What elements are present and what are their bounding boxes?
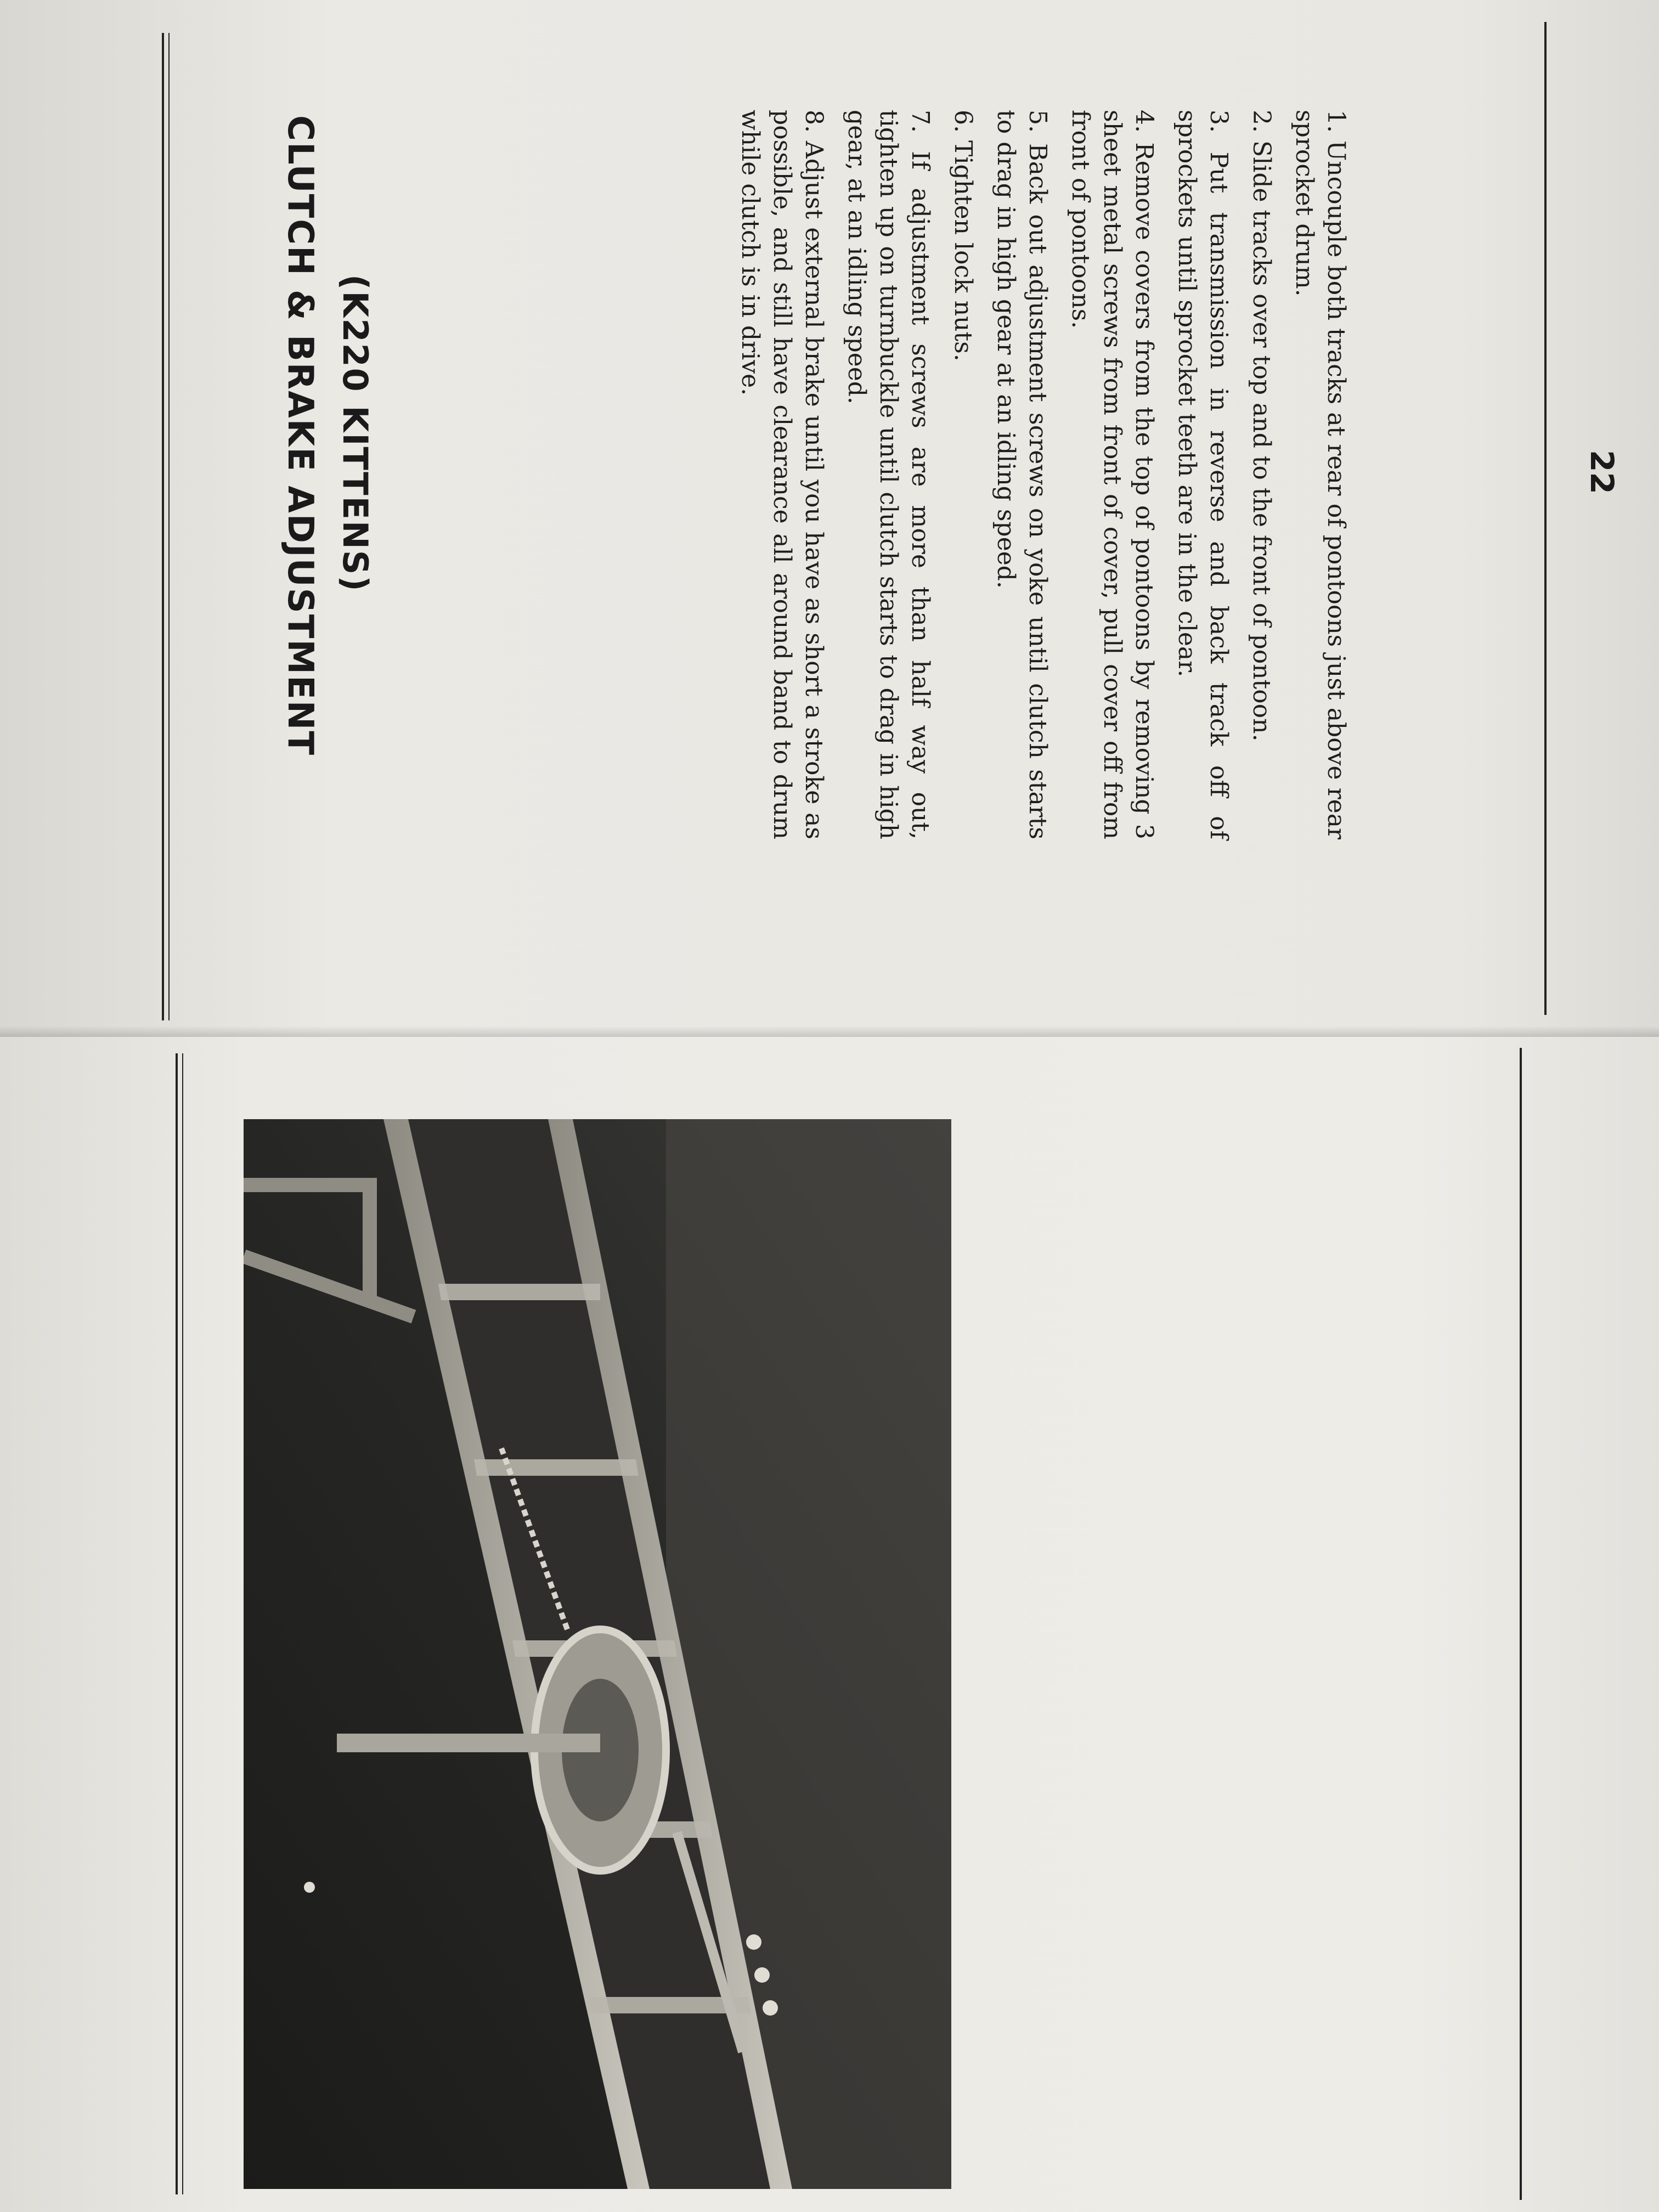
step-1: 1. Uncouple both tracks at rear of pontoons just above rear sprocket drum. (1290, 110, 1350, 839)
pontoon-photo-illustration (244, 1119, 951, 2189)
bottom-rule (1544, 22, 1547, 1015)
steps-list-left (441, 110, 1352, 839)
step-7: 7. If adjustment screws are more than half way out, tighten up on turnbuckle until clutch starts to drag in high gear, at an idling speed. (843, 110, 934, 839)
step-2: 2. Slide tracks over top and to the front of pontoon. (1248, 110, 1276, 742)
top-rule-thin (182, 1053, 183, 2194)
top-rule-thin (168, 33, 170, 1020)
pontoon-photo (244, 1119, 951, 2189)
page-number-22: 22 (1583, 450, 1621, 494)
step-8: 8. Adjust external brake until you have as short a stroke as possible, and still have clearance all around band to drum while clutch is in drive. (736, 110, 828, 839)
section-subtitle: (K220 KITTENS) (335, 274, 375, 592)
bottom-rule (1520, 1048, 1522, 2200)
step-3: 3. Put transmission in reverse and back track off of sprockets until sprocket teeth are in the clear. (1173, 110, 1233, 839)
section-title: CLUTCH & BRAKE ADJUSTMENT (280, 115, 320, 756)
page-22 (0, 0, 1659, 1037)
step-6: 6. Tighten lock nuts. (949, 110, 977, 362)
top-rule (162, 33, 164, 1020)
step-5: 5. Back out adjustment screws on yoke until clutch starts to drag in high gear at an idling speed. (992, 110, 1052, 839)
top-rule (176, 1053, 178, 2194)
step-4: 4. Remove covers from the top of pontoons by removing 3 sheet metal screws from front of cover, pull cover off from front of pontoons. (1066, 110, 1158, 839)
